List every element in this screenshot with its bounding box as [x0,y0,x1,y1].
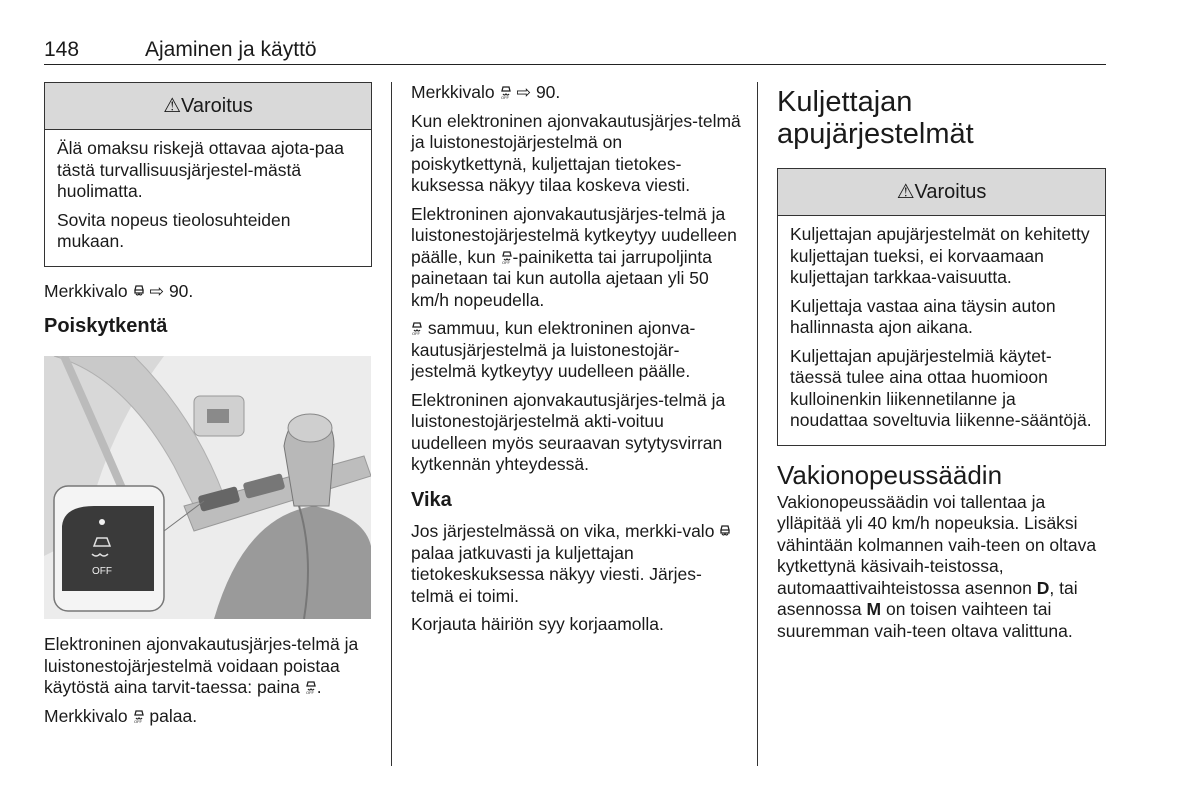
warning-text: Sovita nopeus tieolosuhteiden mukaan. [57,209,291,251]
indicator-line: Merkkivalo ⇨ 90. [44,280,194,301]
body-text: Jos järjestelmässä on vika, merkki-valo palaa jatkuvasti ja kuljettajan tietokeskuksessa näkyy viesti. Järjes-telmä ei toimi. [411,521,741,607]
traction-off-icon [133,709,145,723]
body-text: Vakionopeussäädin voi tallentaa ja ylläpitää yli 40 km/h nopeuksia. Lisäksi vähintään kolmannen vaih-teen on oltava kytkettynä käsivaih-teistossa, automaattivaihteistossa asennon D, tai asennossa M on toisen vaihteen tai suuremman vaih-teen oltava valittuna. [777,491,1097,641]
esc-off-button-photo [44,356,371,619]
svg-text:OFF: OFF [305,690,314,694]
section-heading: Poiskytkentä [44,315,168,337]
traction-control-icon [719,524,731,538]
traction-off-icon [411,321,423,335]
body-text: Kun elektroninen ajonvakautusjärjes-telmä ja luistonestojärjestelmä on poiskytkettynä, kuljettajan tietokes-kuksessa näkyy tilaa koskeva viesti. [411,110,741,195]
page-ref-arrow-icon: ⇨ [516,82,532,102]
traction-off-icon [500,85,512,99]
traction-control-icon [133,284,145,298]
indicator-line: Merkkivalo OFF ⇨ 90. [411,82,561,102]
page-number: 148 [44,38,80,61]
column-divider [757,82,758,766]
column-divider [391,82,392,766]
traction-off-icon [501,250,513,264]
section-heading: Vakionopeussäädin [777,459,1003,490]
body-text: OFF sammuu, kun elektroninen ajonva-kautusjärjestelmä ja luistonestojär-jestelmä kytkeytyy uudelleen päälle. [411,318,696,381]
warning-text: Kuljettajan apujärjestelmiä käytet-täessä tulee aina ottaa huomioon kulloinenkin liikennetilanne ja noudattaa soveltuvia liikenne-sääntöjä. [790,345,1092,430]
warning-header [778,169,1105,216]
body-text: Elektroninen ajonvakautusjärjes-telmä ja luistonestojärjestelmä kytkeytyy uudelleen päälle, kun OFF -painiketta tai jarrupoljinta painetaan tai kun autolla ajetaan yli 50 km/h nopeudella. [411,203,737,310]
svg-text:OFF: OFF [500,95,509,99]
warning-text: Kuljettaja vastaa aina täysin auton hallinnasta ajon aikana. [790,295,1056,337]
warning-text: Älä omaksu riskejä ottavaa ajota-paa tästä turvallisuusjärjestel-mästä huolimatta. [57,138,344,201]
chapter-heading: Kuljettajan apujärjestelmät [777,86,974,150]
column-2 [411,82,741,643]
svg-text:OFF: OFF [412,331,420,335]
svg-text:OFF: OFF [501,259,510,264]
body-text: Elektroninen ajonvakautusjärjes-telmä ja luistonestojärjestelmä akti-voituu uudelleen myös seuraavan sytytysvirran kytkennän yhteydessä. [411,389,726,474]
warning-title: Varoitus [181,95,253,117]
body-text: Korjauta häiriön syy korjaamolla. [411,614,664,634]
off-label: OFF [92,565,112,577]
warning-text: Kuljettajan apujärjestelmät on kehitetty kuljettajan tueksi, ei korvaamaan kuljettajan tarkkaa-vaisuutta. [790,224,1090,287]
warning-triangle-icon: ⚠ [163,95,182,117]
column-1 [44,82,372,734]
warning-title: Varoitus [914,181,987,203]
body-text: Merkkivalo OFF palaa. [44,705,198,726]
body-text: Elektroninen ajonvakautusjärjes-telmä ja luistonestojärjestelmä voidaan poistaa käytöstä aina tarvit-taessa: paina OFF . [44,634,359,697]
warning-box [44,82,372,267]
section-heading: Vika [411,488,452,511]
column-3 [777,82,1106,649]
traction-off-icon [305,680,317,694]
page-ref-arrow-icon: ⇨ [149,280,165,301]
svg-text:OFF: OFF [133,718,142,723]
page-header [44,38,1106,65]
warning-triangle-icon: ⚠ [896,181,915,203]
warning-header [45,83,371,130]
chapter-title: Ajaminen ja käyttö [145,38,317,61]
warning-box [777,168,1106,446]
